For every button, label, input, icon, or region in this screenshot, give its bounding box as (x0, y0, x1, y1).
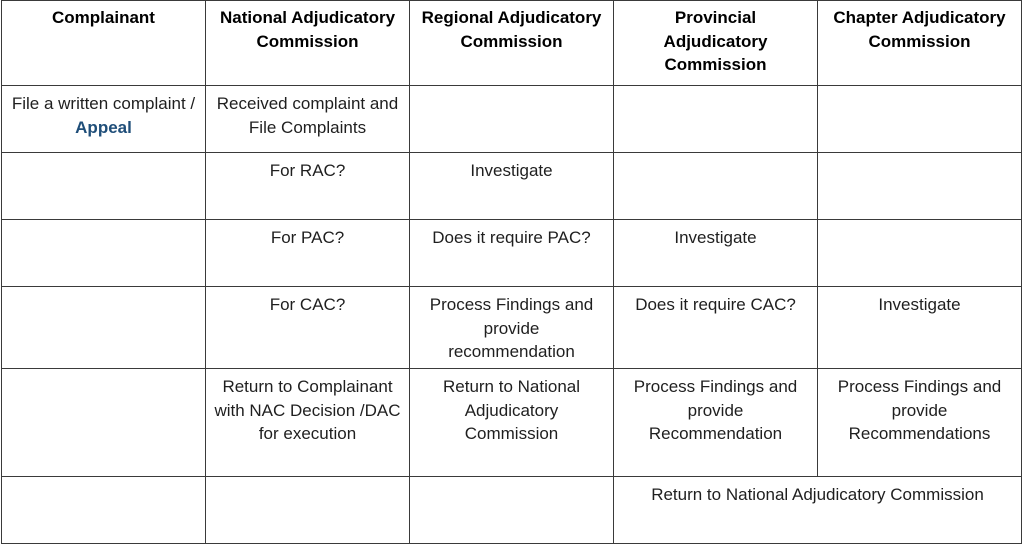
header-regional: Regional Adjudicatory Commission (410, 1, 614, 86)
header-chapter: Chapter Adjudicatory Commission (818, 1, 1022, 86)
cell-chapter: Process Findings and provide Recommendations (818, 369, 1022, 477)
table-row (2, 369, 1022, 477)
cell-complainant (2, 220, 206, 287)
header-complainant: Complainant (2, 1, 206, 86)
table-row (2, 287, 1022, 369)
cell-regional (410, 477, 614, 544)
table-row (2, 220, 1022, 287)
cell-national: Return to Complainant with NAC Decision /DAC for execution (206, 369, 410, 477)
complainant-text: File a written complaint / (11, 94, 196, 113)
cell-regional: Process Findings and provide recommendation (410, 287, 614, 369)
cell-provincial: Does it require CAC? (614, 287, 818, 369)
cell-complainant (2, 287, 206, 369)
cell-regional (410, 86, 614, 153)
header-provincial: Provincial Adjudicatory Commission (614, 1, 818, 86)
cell-provincial (614, 153, 818, 220)
cell-complainant (2, 153, 206, 220)
cell-national: For PAC? (206, 220, 410, 287)
table-row (2, 86, 1022, 153)
cell-complainant (2, 477, 206, 544)
table-row (2, 153, 1022, 220)
cell-provincial: Investigate (614, 220, 818, 287)
cell-regional: Does it require PAC? (410, 220, 614, 287)
cell-provincial-chapter-merged: Return to National Adjudicatory Commission (614, 477, 1022, 544)
cell-complainant (2, 86, 206, 153)
cell-complainant (2, 369, 206, 477)
cell-national: Received complaint and File Complaints (206, 86, 410, 153)
header-national: National Adjudicatory Commission (206, 1, 410, 86)
cell-regional: Return to National Adjudicatory Commission (410, 369, 614, 477)
header-row (2, 1, 1022, 86)
cell-regional: Investigate (410, 153, 614, 220)
cell-provincial: Process Findings and provide Recommendation (614, 369, 818, 477)
appeal-text: Appeal (75, 117, 132, 137)
cell-national: For RAC? (206, 153, 410, 220)
cell-national: For CAC? (206, 287, 410, 369)
cell-provincial (614, 86, 818, 153)
cell-chapter: Investigate (818, 287, 1022, 369)
table-row (2, 477, 1022, 544)
cell-chapter (818, 86, 1022, 153)
process-flow-table (1, 0, 1022, 544)
cell-national (206, 477, 410, 544)
cell-chapter (818, 220, 1022, 287)
cell-chapter (818, 153, 1022, 220)
